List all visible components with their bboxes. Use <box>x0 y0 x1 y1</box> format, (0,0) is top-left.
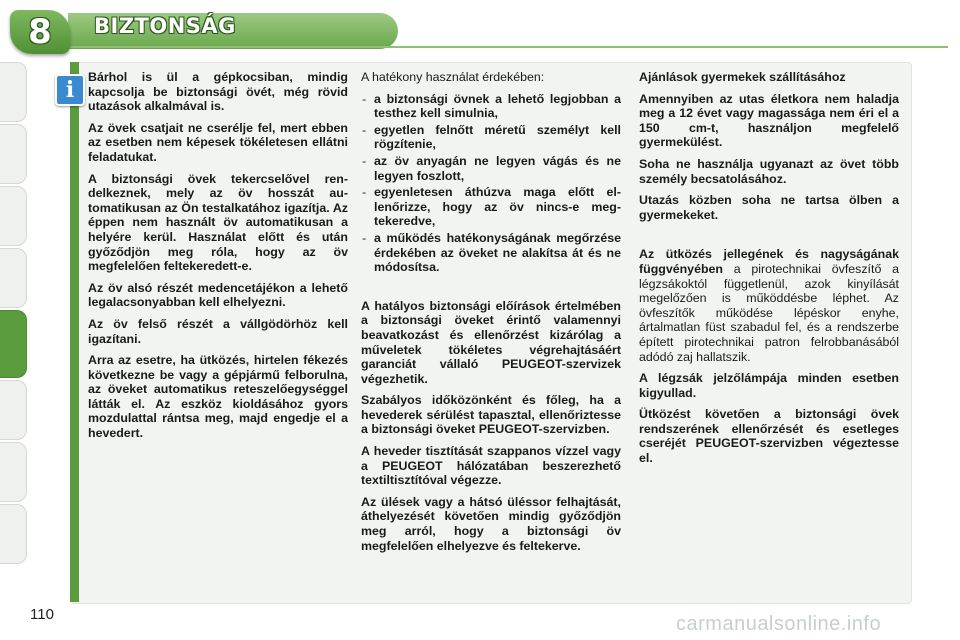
chapter-badge <box>10 10 70 54</box>
page-title: BIZTONSÁG <box>94 14 236 38</box>
chapter-tab-active[interactable] <box>0 310 27 378</box>
chapter-tabs <box>0 0 30 640</box>
paragraph: Szabályos időközönként és főleg, ha a hevederek sérülést tapasztal, ellenőriztesse a biztonsági öveket PEUGEOT-szervizben. <box>361 393 621 437</box>
paragraph: A légzsák jelzőlámpája minden esetben kigyullad. <box>639 371 899 400</box>
paragraph: Amennyiben az utas életkora nem haladja meg a 12 évet vagy magassága nem éri el a 150 cm-t, használjon megfelelő gyermekülést. <box>639 91 899 150</box>
paragraph: Ütközést követően a biztonsági övek rendszerének ellenőrzését és esetleges cseréjét PEUGEOT-szervizben végeztesse el. <box>639 407 899 466</box>
list-item: - a biztonsági övnek a lehető legjobban a testhez kell simulnia, <box>361 92 621 121</box>
section-heading: Ajánlások gyermekek szállításához <box>639 70 846 84</box>
spacer <box>639 229 899 247</box>
paragraph: Az öv alsó részét medencetájékon a lehető legalacsonyabban kell elhelyezni. <box>88 280 348 310</box>
paragraph-lead: Az ütközés jellegének és nagyságának függvényében <box>639 247 899 276</box>
chapter-tab[interactable] <box>0 62 27 122</box>
chapter-tab[interactable] <box>0 124 27 184</box>
paragraph: Bárhol is ül a gépkocsiban, mindig kapcsolja be biztonsági övét, még rövid utazások alkalmával is. <box>88 70 348 114</box>
list-item: - a működés hatékonyságának megőrzése érdekében az öveket ne alakítsa át és ne módosítsa. <box>361 231 621 275</box>
paragraph: A hatályos biztonsági előírások értelmében a biztonsági öveket érintő valamennyi beavatkozást és ellenőrzést kizárólag a műveletek tökéletes végrehajtásáért garanciát vállaló PEUGEOT-szervizek végezhetik. <box>361 298 621 386</box>
spacer <box>361 281 621 299</box>
chapter-tab[interactable] <box>0 186 27 246</box>
paragraph: Az ülések vagy a hátsó üléssor felhajtását, áthelyezését követően mindig győződjön meg arról, hogy a biztonsági öv megfelelően elhelyezve és feltekerve. <box>361 494 621 553</box>
paragraph: Az öv felső részét a vállgödörhöz kell igazítani. <box>88 316 348 346</box>
chapter-tab[interactable] <box>0 504 27 564</box>
chapter-tab[interactable] <box>0 248 27 308</box>
paragraph-rest: a pirotechnikai övfeszítő a légzsákoktól függetlenül, azok kinyílását megelőzően is működdésbe léphet. Az övfeszítők működése lépéskor enyhe, ártalmatlan füst szabadul fel, és a rendszerbe épített pirotechnikai patron felrobbanásából adódó zaj hallatszik. <box>639 261 899 364</box>
paragraph: Arra az esetre, ha ütközés, hirtelen fékezés következne be vagy a gépjármű felborulna, az öveket automatikus reteszelőegységgel látták el. Az eszköz kioldásához gyors mozdulattal rántsa meg, majd engedje el a hevedert. <box>88 353 348 441</box>
chapter-tab[interactable] <box>0 442 27 502</box>
chapter-tab[interactable] <box>0 380 27 440</box>
column-middle <box>361 70 621 560</box>
list-item: - az öv anyagán ne legyen vágás és ne legyen foszlott, <box>361 154 621 183</box>
info-side-bar <box>70 62 79 602</box>
column-right <box>639 70 899 473</box>
paragraph: A biztonsági övek tekercselővel rendelkeznek, mely az öv hosszát automatikusan az Ön testalkatához igazítja. Az éppen nem használt öv automatikusan a helyére kerül. Használat előtt és után győződjön meg róla, hogy az öv megfelelően feltekeredett-e. <box>88 171 348 274</box>
paragraph <box>639 247 899 364</box>
usage-list <box>361 92 621 275</box>
list-item: - egyetlen felnőtt méretű személyt kell rögzítenie, <box>361 123 621 152</box>
title-divider <box>68 46 948 48</box>
info-icon: i <box>55 74 85 106</box>
chapter-number: 8 <box>28 12 52 52</box>
paragraph: Utazás közben soha ne tartsa ölben a gyermekeket. <box>639 193 899 222</box>
page-number: 110 <box>30 606 54 623</box>
column-left <box>88 70 348 448</box>
paragraph: A heveder tisztítását szappanos vízzel vagy a PEUGEOT hálózatában beszerezhető textiltisztítóval végezze. <box>361 444 621 488</box>
paragraph: Soha ne használja ugyanazt az övet több személy becsatolásához. <box>639 156 899 186</box>
paragraph: Az övek csatjait ne cserélje fel, mert ebben az esetben nem képesek tökéletesen ellátni feladatukat. <box>88 120 348 164</box>
list-intro: A hatékony használat érdekében: <box>361 70 545 84</box>
watermark: carmanualsonline.info <box>676 613 882 635</box>
list-item: - egyenletesen áthúzva maga előtt ellenőrizze, hogy az öv nincs-e megtekeredve, <box>361 185 621 229</box>
